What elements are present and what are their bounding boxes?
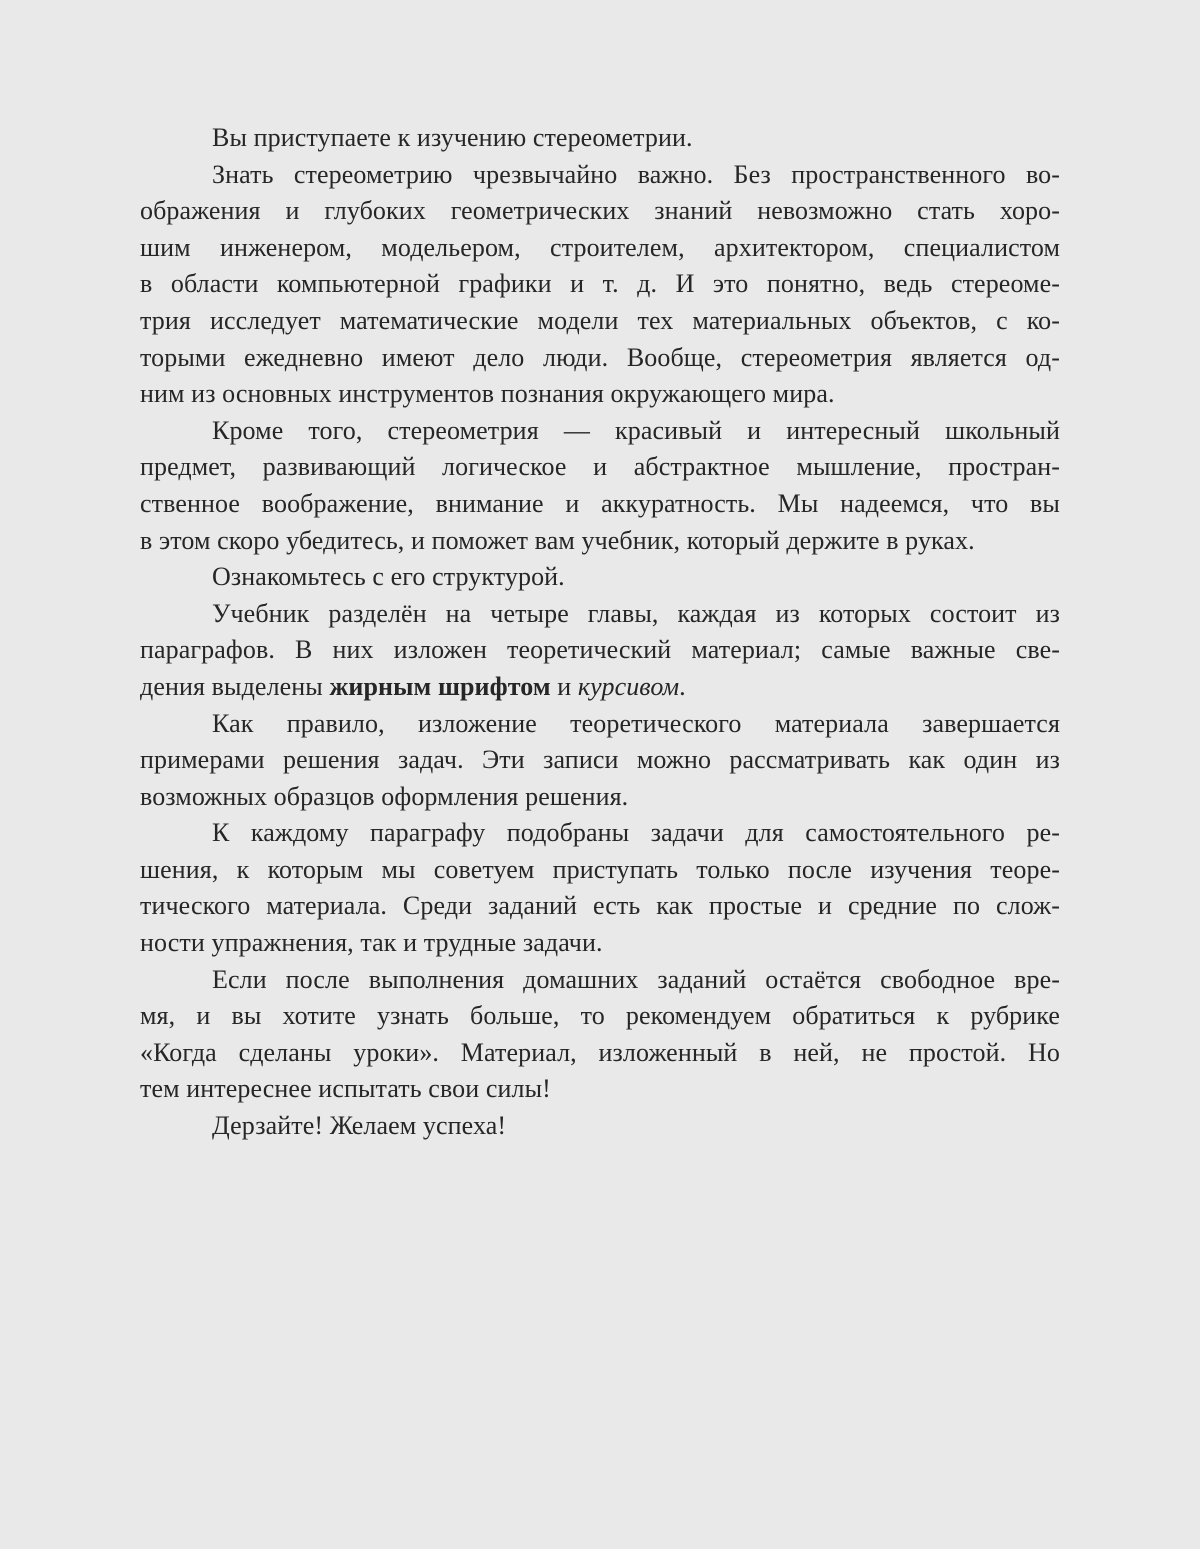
text-line: [140, 888, 1060, 925]
text-line: [140, 303, 1060, 340]
text-line: [140, 632, 1060, 669]
text-line: [140, 559, 1060, 596]
text-line: [140, 340, 1060, 377]
text-line: [140, 1035, 1060, 1072]
text-run: трия исследует математические модели тех материальных объектов, с ко-: [140, 305, 1060, 335]
paragraph: [140, 559, 1060, 596]
bold-text: жирным шрифтом: [329, 671, 551, 701]
text-run: «Когда сделаны уроки». Материал, изложенный в ней, не простой. Но: [140, 1037, 1060, 1067]
text-run: Как правило, изложение теоретического материала завершается: [212, 708, 1060, 738]
text-run: ображения и глубоких геометрических знаний невозможно стать хоро-: [140, 196, 1060, 226]
text-line: [140, 852, 1060, 889]
text-line: [140, 998, 1060, 1035]
text-line: [140, 925, 1060, 962]
text-run: Если после выполнения домашних заданий остаётся свободное вре-: [212, 964, 1060, 994]
text-line: [140, 815, 1060, 852]
text-line: [140, 1071, 1060, 1108]
text-run: в области компьютерной графики и т. д. И это понятно, ведь стереоме-: [140, 269, 1060, 299]
text-run: Ознакомьтесь с его структурой.: [212, 562, 565, 592]
text-line: [140, 376, 1060, 413]
preface-text: [140, 120, 1060, 1145]
text-run: в этом скоро убедитесь, и поможет вам учебник, который держите в руках.: [140, 525, 975, 555]
text-run: ности упражнения, так и трудные задачи.: [140, 928, 603, 958]
text-run: Учебник разделён на четыре главы, каждая из которых состоит из: [212, 598, 1060, 628]
text-line: [140, 120, 1060, 157]
text-run: ственное воображение, внимание и аккуратность. Мы надеемся, что вы: [140, 488, 1060, 518]
paragraph: [140, 596, 1060, 706]
text-line: [140, 266, 1060, 303]
text-run: Дерзайте! Желаем успеха!: [212, 1111, 507, 1141]
text-line: [140, 523, 1060, 560]
text-run: предмет, развивающий логическое и абстрактное мышление, простран-: [140, 452, 1060, 482]
paragraph: [140, 413, 1060, 559]
text-line: [140, 742, 1060, 779]
text-run: торыми ежедневно имеют дело люди. Вообще, стереометрия является од-: [140, 342, 1060, 372]
paragraph: [140, 1108, 1060, 1145]
text-run: и: [550, 671, 578, 701]
text-run: мя, и вы хотите узнать больше, то рекомендуем обратиться к рубрике: [140, 1001, 1060, 1031]
text-run: .: [679, 671, 686, 701]
text-line: [140, 962, 1060, 999]
text-line: [140, 1108, 1060, 1145]
text-line: [140, 449, 1060, 486]
text-run: дения выделены: [140, 671, 330, 701]
text-run: Знать стереометрию чрезвычайно важно. Без пространственного во-: [212, 159, 1060, 189]
italic-text: курсивом: [577, 671, 680, 701]
text-line: [140, 230, 1060, 267]
paragraph: [140, 120, 1060, 157]
text-run: ним из основных инструментов познания окружающего мира.: [140, 379, 835, 409]
text-run: К каждому параграфу подобраны задачи для самостоятельного ре-: [212, 818, 1060, 848]
text-line: [140, 157, 1060, 194]
text-run: тем интереснее испытать свои силы!: [140, 1074, 551, 1104]
paragraph: [140, 815, 1060, 961]
text-run: Вы приступаете к изучению стереометрии.: [212, 123, 693, 152]
text-run: примерами решения задач. Эти записи можно рассматривать как один из: [140, 745, 1060, 775]
paragraph: [140, 706, 1060, 816]
text-line: [140, 706, 1060, 743]
text-line: [140, 193, 1060, 230]
paragraph: [140, 962, 1060, 1108]
text-run: тического материала. Среди заданий есть как простые и средние по слож-: [140, 891, 1060, 921]
text-line: [140, 413, 1060, 450]
text-line: [140, 486, 1060, 523]
text-run: Кроме того, стереометрия — красивый и интересный школьный: [212, 415, 1060, 445]
text-run: параграфов. В них изложен теоретический материал; самые важные све-: [140, 635, 1060, 665]
text-run: шим инженером, модельером, строителем, архитектором, специалистом: [140, 232, 1060, 262]
text-line: [140, 596, 1060, 633]
text-run: шения, к которым мы советуем приступать только после изучения теоре-: [140, 854, 1060, 884]
paragraph: [140, 157, 1060, 413]
text-run: возможных образцов оформления решения.: [140, 781, 629, 811]
text-line: [140, 779, 1060, 816]
text-line: [140, 669, 1060, 706]
